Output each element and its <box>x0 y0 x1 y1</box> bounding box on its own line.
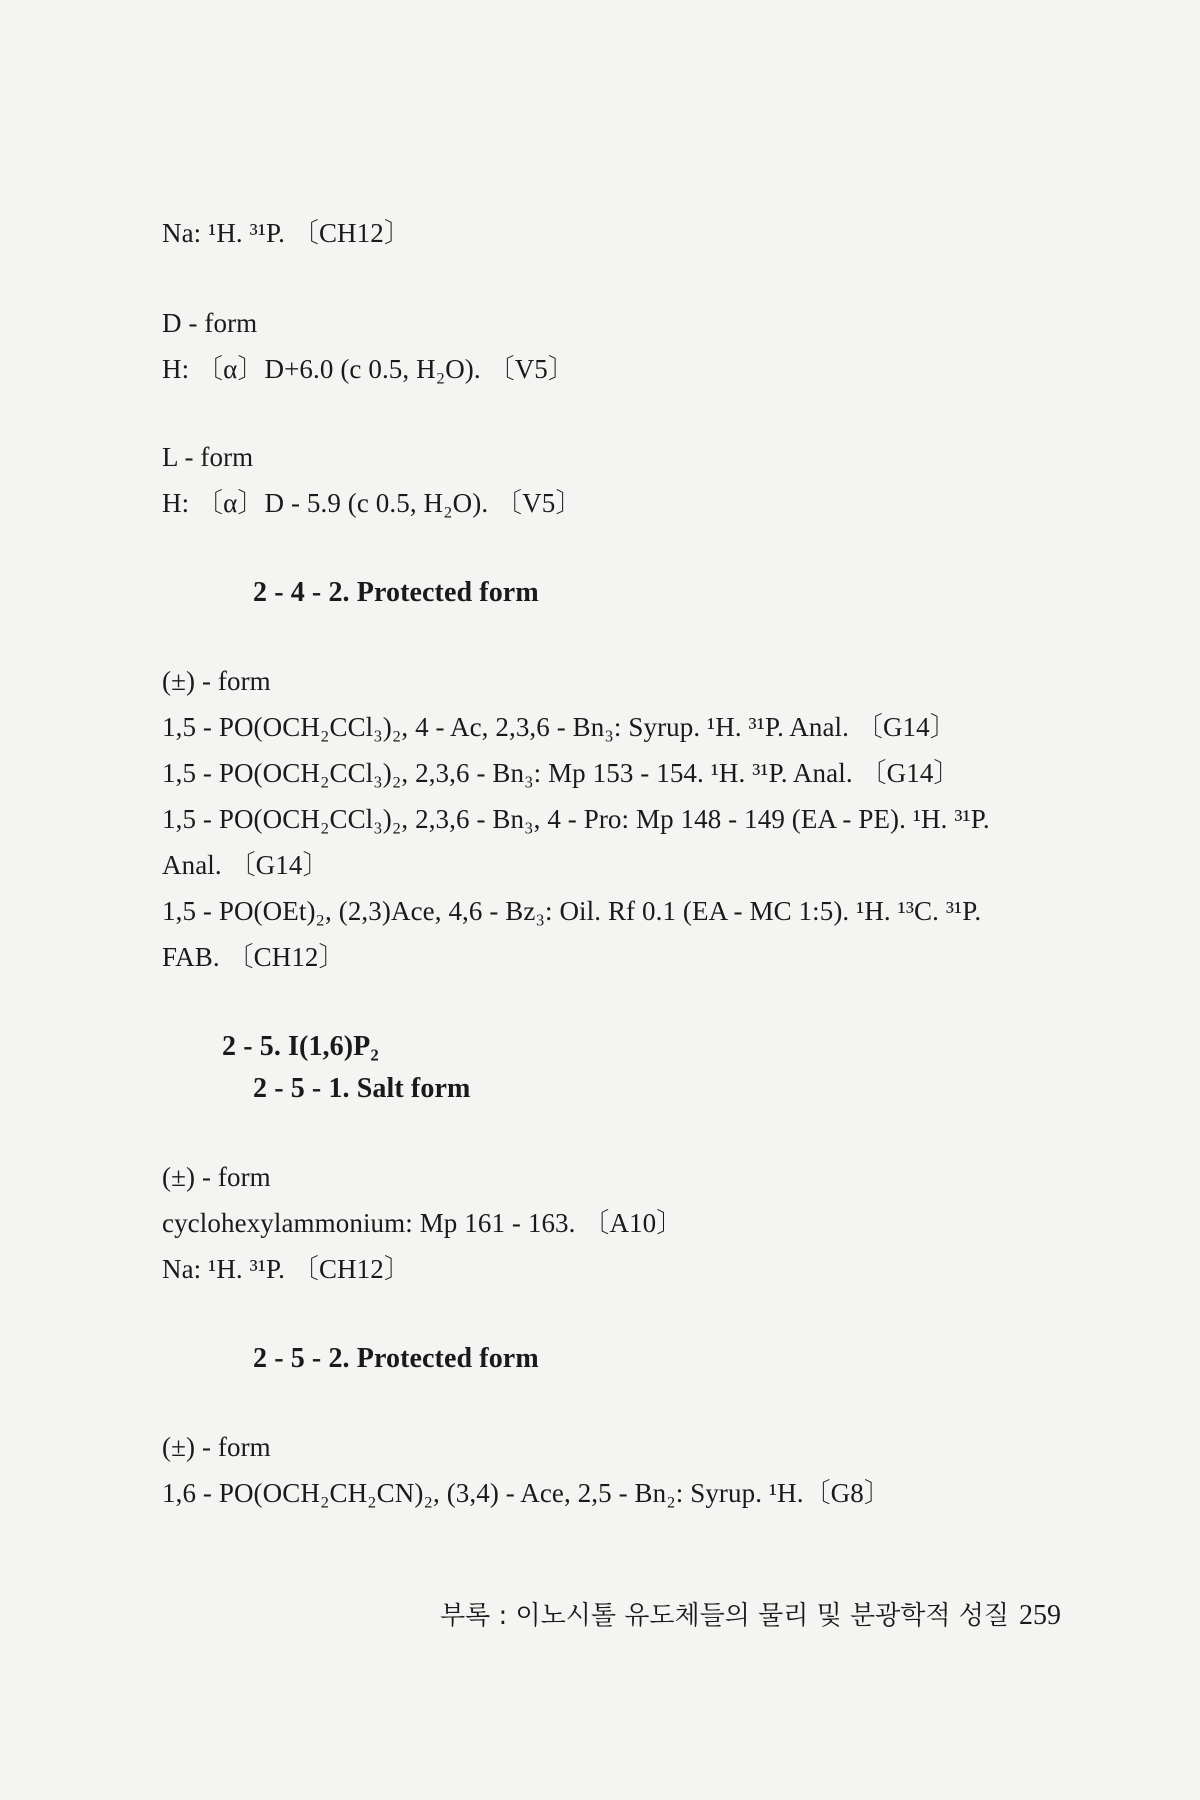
compound-entry-3: 1,5 - PO(OCH₂CCl₃)₂, 2,3,6 - Bn₃, 4 - Pro: Mp 148 - 149 (EA - PE). ¹H. ³¹P. <box>162 804 990 834</box>
page-footer <box>440 1595 1061 1632</box>
compound-entry-5: cyclohexylammonium: Mp 161 - 163. 〔A10〕 <box>162 1208 684 1238</box>
compound-entry-4-cont: FAB. 〔CH12〕 <box>162 942 346 972</box>
footer-title: 부록 : 이노시톨 유도체들의 물리 및 분광학적 성질 <box>440 1601 1009 1631</box>
l-form-h: H: 〔α〕D - 5.9 (c 0.5, H₂O). 〔V5〕 <box>162 488 583 518</box>
compound-entry-6: 1,6 - PO(OCH₂CH₂CN)₂, (3,4) - Ace, 2,5 - Bn₂: Syrup. ¹H.〔G8〕 <box>162 1478 891 1508</box>
l-form-label: L - form <box>162 442 254 472</box>
section-heading-2-4-2: 2 - 4 - 2. Protected form <box>253 577 539 608</box>
pm-form-label-3: (±) - form <box>162 1432 271 1462</box>
na-line-2: Na: ¹H. ³¹P. 〔CH12〕 <box>162 1254 411 1284</box>
pm-form-label-2: (±) - form <box>162 1162 271 1192</box>
compound-entry-1: 1,5 - PO(OCH₂CCl₃)₂, 4 - Ac, 2,3,6 - Bn₃: Syrup. ¹H. ³¹P. Anal. 〔G14〕 <box>162 712 957 742</box>
na-line-1: Na: ¹H. ³¹P. 〔CH12〕 <box>162 218 411 248</box>
page-number: 259 <box>1018 1600 1061 1631</box>
pm-form-label-1: (±) - form <box>162 666 271 696</box>
section-heading-2-5-1: 2 - 5 - 1. Salt form <box>253 1073 471 1104</box>
section-heading-2-5: 2 - 5. I(1,6)P₂ <box>222 1031 379 1062</box>
d-form-label: D - form <box>162 308 258 338</box>
compound-entry-4: 1,5 - PO(OEt)₂, (2,3)Ace, 4,6 - Bz₃: Oil. Rf 0.1 (EA - MC 1:5). ¹H. ¹³C. ³¹P. <box>162 896 982 926</box>
compound-entry-3-cont: Anal. 〔G14〕 <box>162 850 330 880</box>
d-form-h: H: 〔α〕D+6.0 (c 0.5, H₂O). 〔V5〕 <box>162 354 575 384</box>
compound-entry-2: 1,5 - PO(OCH₂CCl₃)₂, 2,3,6 - Bn₃: Mp 153 - 154. ¹H. ³¹P. Anal. 〔G14〕 <box>162 758 961 788</box>
section-heading-2-5-2: 2 - 5 - 2. Protected form <box>253 1343 539 1374</box>
